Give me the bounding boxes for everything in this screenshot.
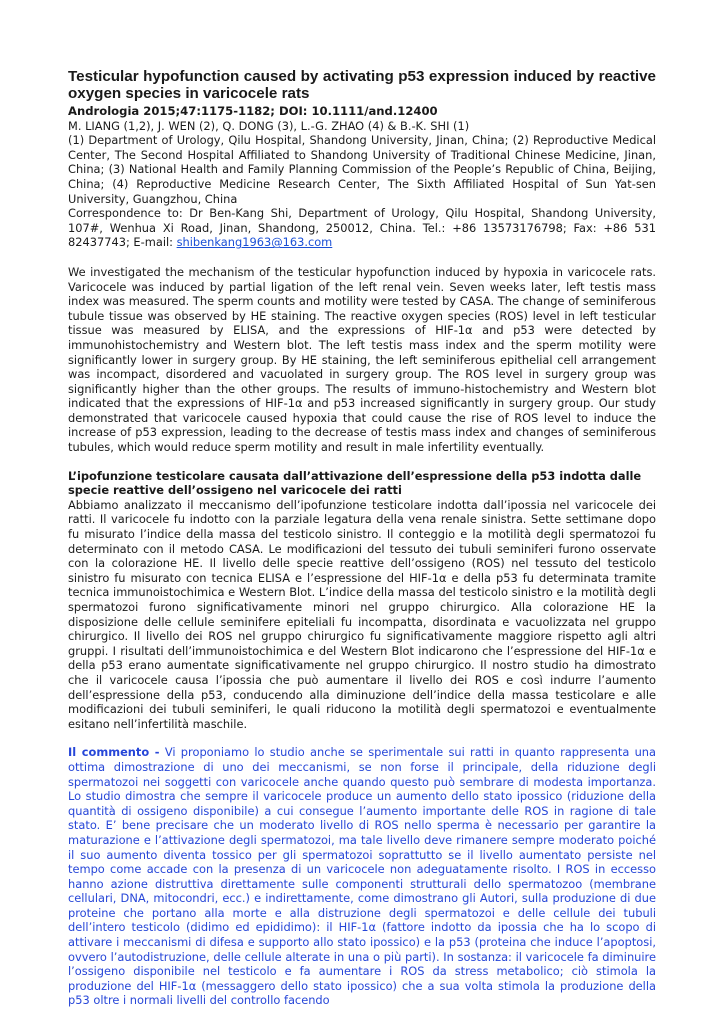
correspondence-text: Correspondence to: Dr Ben-Kang Shi, Department of Urology, Qilu Hospital, Shandong University, 107#, Wenhua Xi Road, Jinan, Shandong, 250012, China. Tel.: +86 13573176798; Fax: +86 531 82437743; E-mail: [68,206,656,250]
comment-text: Vi proponiamo lo studio anche se sperimentale sui ratti in quanto rappresenta una ottima dimostrazione di uno dei meccanismi, se non forse il principale, della riduzione degli spermatozoi nei soggetti con varicocele anche quando questo può sembrare di modesta importanza. Lo studio dimostra che sempre il varicocele produce un aumento dello stato ipossico (riduzione della quantità di ossigeno disponibile) a cui consegue l’aumento importante delle ROS in ragione di tale stato. E’ bene precisare che un moderato livello di ROS nello sperma è necessario per garantire la maturazione e l’attivazione degli spermatozoi, ma tale livello deve rimanere sempre moderato poiché il suo aumento diventa tossico per gli spermatozoi soprattutto se il livello aumentato persiste nel tempo come accade con la presenza di un varicocele non adeguatamente risolto. I ROS in eccesso hanno azione distruttiva direttamente sulle componenti strutturali dello spermatozoo (membrane cellulari, DNA, mitocondri, ecc.) e indirettamente, come dimostrano gli Autori, sulla produzione di due proteine che portano alla morte e alla distruzione degli spermatozoi e delle cellule dei tubuli dell’intero testicolo (didimo ed epididimo): il HIF-1α (fattore indotto da ipossia che ha lo scopo di attivare i meccanismi di difesa e supporto allo stato ipossico) e la p53 (proteina che induce l’apoptosi, ovvero l’autodistruzione, delle cellule alterate in una o più parti). In sostanza: il varicocele fa diminuire l’ossigeno disponibile nel testicolo e fa aumentare i ROS da stress metabolico; ciò stimola la produzione del HIF-1α (messaggero dello stato ipossico) che a sua volta stimola la produzione della p53 oltre i normali livelli del controllo facendo [68,745,656,1008]
abstract-english: We investigated the mechanism of the testicular hypofunction induced by hypoxia in varicocele rats. Varicocele was induced by partial ligation of the left renal vein. Seven weeks later, left testis mass index was measured. The sperm counts and motility were tested by CASA. The change of seminiferous tubule tissue was observed by HE staining. The reactive oxygen species (ROS) level in left testicular tissue was measured by ELISA, and the expressions of HIF-1α and p53 were detected by immunohistochemistry and Western blot. The left testis mass index and the sperm motility were significantly lower in surgery group. By HE staining, the left seminiferous epithelial cell arrangement was incompact, disordered and vacuolated in surgery group. The ROS level in surgery group was significantly higher than the other groups. The results of immuno-histochemistry and Western blot indicated that the expressions of HIF-1α and p53 increased significantly in surgery group. Our study demonstrated that varicocele caused hypoxia that could cause the rise of ROS level to induce the increase of p53 expression, leading to the decrease of testis mass index and changes of seminiferous tubules, which would reduce sperm motility and result in male infertility eventually. [68,264,656,455]
citation: Andrologia 2015;47:1175-1182; DOI: 10.1111/and.12400 [68,104,438,118]
affiliations: (1) Department of Urology, Qilu Hospital, Shandong University, Jinan, China; (2) Reproductive Medical Center, The Second Hospital Affiliated to Shandong University of Traditional Chinese Medicine, Jinan, China; (3) National Health and Family Planning Commission of the People’s Republic of China, Beijing, China; (4) Reproductive Medicine Research Center, The Sixth Affiliated Hospital of Sun Yat-sen University, Guangzhou, China [68,133,656,206]
document-page [68,68,656,1008]
authors: M. LIANG (1,2), J. WEN (2), Q. DONG (3), L.-G. ZHAO (4) & B.-K. SHI (1) [68,118,470,133]
correspondence [68,206,656,250]
email-link[interactable]: shibenkang1963@163.com [176,235,333,250]
commentary [68,745,656,1008]
italian-title: L’ipofunzione testicolare causata dall’attivazione dell’espressione della p53 indotta dalle specie reattive dell’ossigeno nel varicocele dei ratti [68,468,642,498]
comment-label: Il commento - [68,745,160,760]
abstract-italian: Abbiamo analizzato il meccanismo dell’ipofunzione testicolare indotta dall’ipossia nel varicocele dei ratti. Il varicocele fu indotto con la parziale legatura della vena renale sinistra. Sette settimane dopo fu misurato l’indice della massa del testicolo sinistro. Il conteggio e la motilità degli spermatozoi fu determinato con il metodo CASA. Le modificazioni del tessuto dei tubuli seminiferi furono osservate con la colorazione HE. Il livello delle specie reattive dell’ossigeno (ROS) nel tessuto del testicolo sinistro fu misurato con tecnica ELISA e l’espressione del HIF-1α e della p53 fu determinata tramite tecnica immunoistochimica e Western Blot. L’indice della massa del testicolo sinistro e la motilità degli spermatozoi furono significativamente minori nel gruppo chirurgico. Alla colorazione HE la disposizione delle cellule seminifere epiteliali fu incompatta, disordinata e vacuolizzata nel gruppo chirurgico. Il livello dei ROS nel gruppo chirurgico fu significativamente maggiore rispetto agli altri gruppi. I risultati dell’immunoistochimica e del Western Blot indicarono che l’espressione del HIF-1α e della p53 erano aumentate significativamente nel gruppo chirurgico. Il nostro studio ha dimostrato che il varicocele causa l’ipossia che può aumentare il livello dei ROS e così indurre l’aumento dell’espressione della p53, conducendo alla diminuzione dell’indice della massa testicolare e alle modificazioni dei tubuli seminiferi, le quali riducono la motilità degli spermatozoi e eventualmente esitano nell’infertilità maschile. [68,497,656,731]
article-title: Testicular hypofunction caused by activating p53 expression induced by reactive oxygen species in varicocele rats [68,68,656,102]
